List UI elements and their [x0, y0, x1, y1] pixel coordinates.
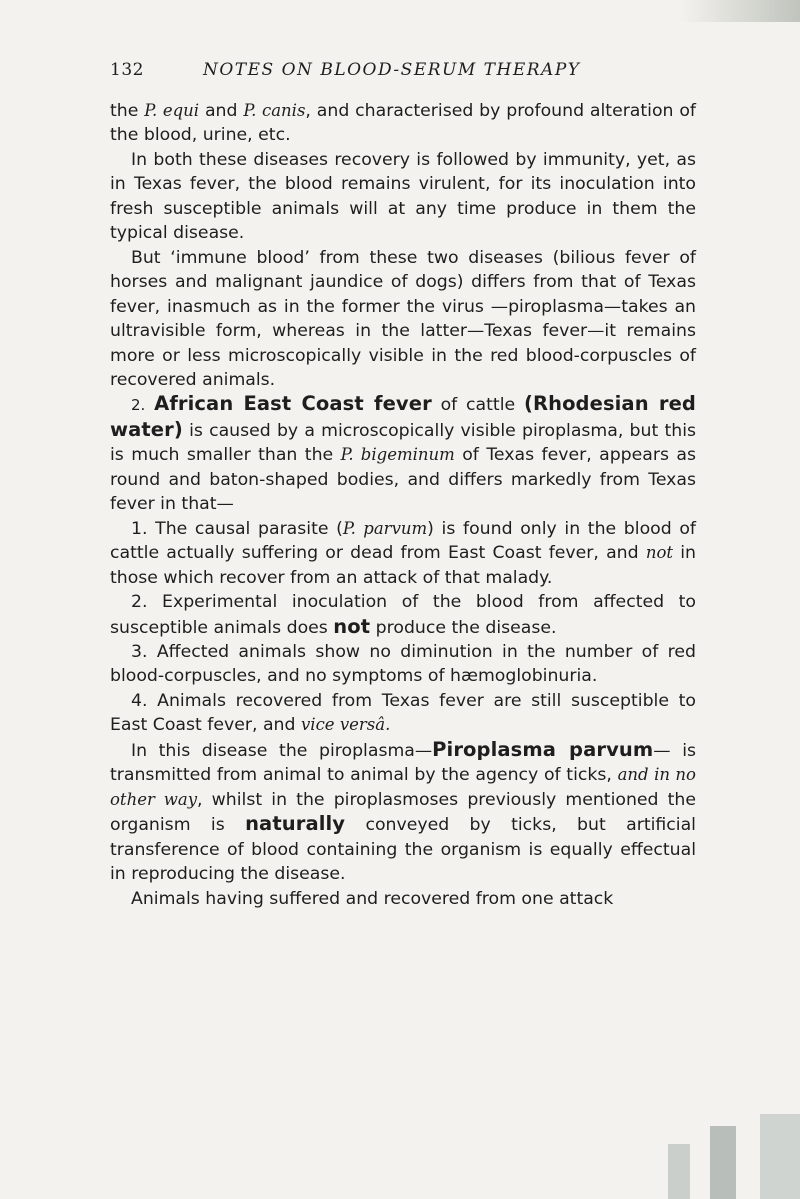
emphasis-word: naturally	[245, 812, 346, 836]
text-run: 4. Animals recovered from Texas fever are still susceptible to East Coast fever, and	[110, 690, 696, 736]
organism-name: Piroplasma parvum	[432, 737, 654, 761]
paragraph: But ‘immune blood’ from these two diseases (bilious fever of horses and malignant jaundice of dogs) differs from that of Texas fever, inasmuch as in the former the virus —piroplasma—takes an ultravisible form, whereas in the latter—Texas fever—it remains more or less microscopically visible in the red blood-corpuscles of recovered animals.	[110, 247, 696, 390]
italic-term: P. bigeminum	[340, 445, 455, 465]
italic-term: not	[645, 543, 674, 563]
text-run: and	[199, 101, 244, 121]
text-run: In this disease the piroplasma—	[131, 740, 433, 761]
disease-heading: (Rhodesian red water)	[110, 392, 696, 441]
numbered-item	[110, 689, 696, 738]
page-number: 132	[110, 60, 144, 80]
text-run: is caused by a microscopically visible piroplasma, but this is much smaller than the	[110, 420, 696, 466]
text-run: in those which recover from an attack of that malady.	[110, 543, 697, 588]
paragraph: In both these diseases recovery is followed by immunity, yet, as in Texas fever, the blood remains virulent, for its inoculation into fresh susceptible animals will at any time produce in them the typical disease.	[110, 149, 696, 244]
scan-bleed-marks	[650, 1114, 800, 1199]
running-head: NOTES ON BLOOD-SERUM THERAPY	[203, 60, 581, 80]
text-run: 2. Experimental inoculation of the blood from affected to susceptible animals does	[110, 592, 696, 638]
italic-term: and in no other way	[110, 765, 696, 809]
paragraph	[110, 738, 696, 887]
numbered-item	[110, 590, 696, 640]
paragraph	[110, 99, 696, 148]
text-run: of cattle	[431, 395, 524, 416]
text-run: — is transmitted from animal to animal by the agency of ticks,	[110, 740, 696, 786]
disease-heading: African East Coast fever	[154, 392, 432, 416]
section-number: 2.	[131, 396, 146, 415]
body-text	[110, 99, 696, 911]
page-header	[110, 60, 710, 86]
italic-term: P. equi	[144, 101, 200, 120]
paragraph	[110, 392, 696, 516]
scan-edge-shadow	[680, 0, 800, 22]
numbered-item	[110, 517, 696, 590]
text-run: , and characterised by profound alteration of the blood, urine, etc.	[110, 101, 697, 146]
text-run: the	[110, 101, 145, 121]
text-run: conveyed by ticks, but artificial transference of blood containing the organism is equally effectual in reproducing the disease.	[110, 815, 696, 885]
text-run: ) is found only in the blood of cattle actually suffering or dead from East Coast fever, and	[110, 518, 696, 564]
italic-term: P. canis	[243, 101, 306, 120]
emphasis-word: not	[333, 614, 371, 638]
text-run: of Texas fever, appears as round and baton-shaped bodies, and differs markedly from Texas fever in that—	[110, 445, 696, 515]
italic-term: P. parvum	[342, 518, 428, 538]
italic-term: vice versâ.	[300, 715, 391, 735]
text-run: produce the disease.	[370, 617, 557, 638]
numbered-item: 3. Affected animals show no diminution in the number of red blood-corpuscles, and no symptoms of hæmoglobinuria.	[110, 641, 696, 687]
text-run: 1. The causal parasite (	[131, 518, 343, 539]
text-run: , whilst in the piroplasmoses previously mentioned the organism is	[110, 789, 697, 836]
paragraph: Animals having suffered and recovered from one attack	[131, 888, 614, 909]
